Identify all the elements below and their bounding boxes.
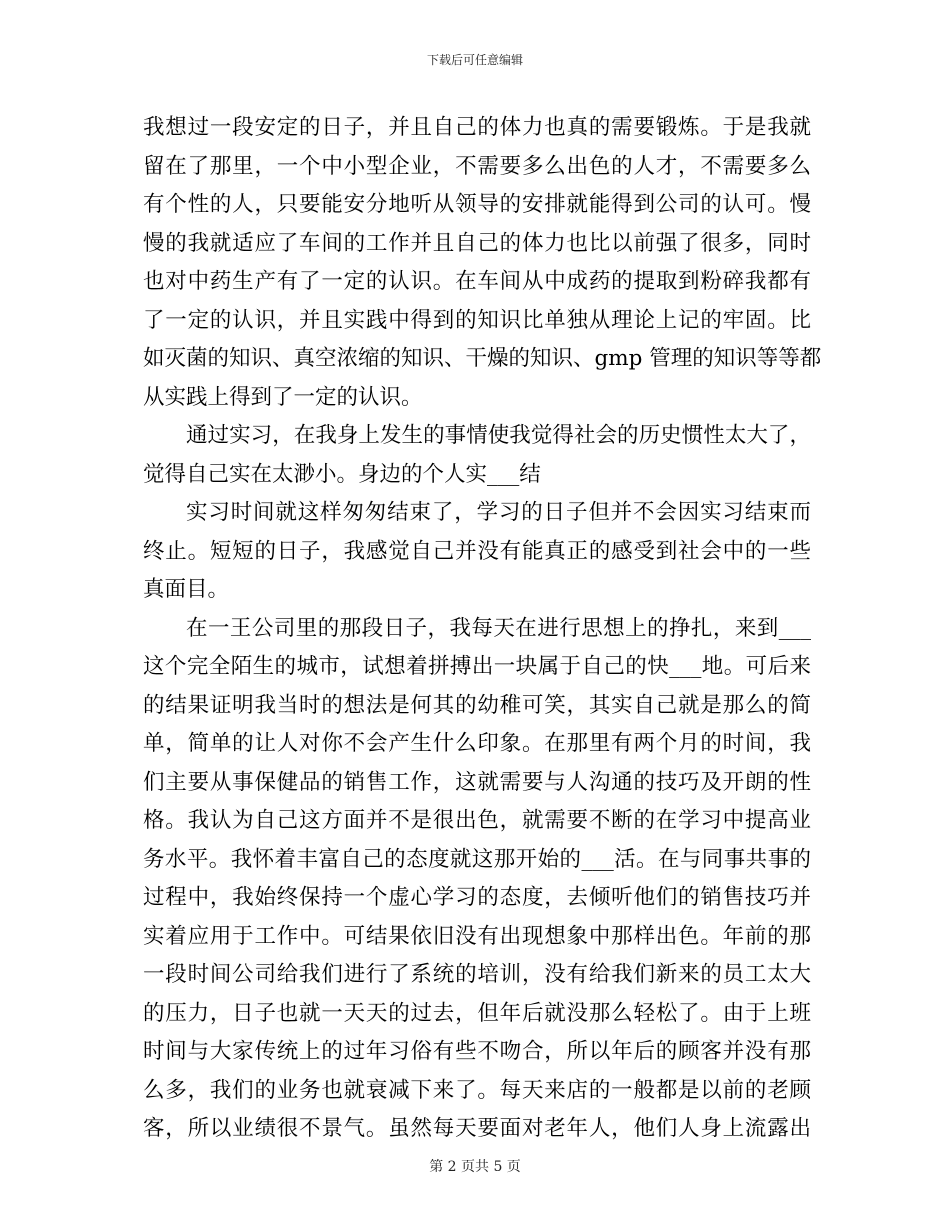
text-line: 了一定的认识，并且实践中得到的知识比单独从理论上记的牢固。比 <box>143 307 811 333</box>
page-header: 下载后可任意编辑 <box>426 53 523 67</box>
text-line: 有个性的人，只要能安分地听从领导的安排就能得到公司的认可。慢 <box>143 192 811 217</box>
text-line: 客，所以业绩很不景气。虽然每天要面对老年人，他们人身上流露出 <box>143 1116 811 1141</box>
text-line: 这个完全陌生的城市，试想着拼搏出一块属于自己的快___地。可后来 <box>143 654 811 679</box>
text-line: 时间与大家传统上的过年习俗有些不吻合，所以年后的顾客并没有那 <box>143 1039 811 1064</box>
text-line: 实习时间就这样匆匆结束了，学习的日子但并不会因实习结束而 <box>186 500 811 525</box>
text-line: 的结果证明我当时的想法是何其的幼稚可笑，其实自己就是那么的简 <box>143 692 811 718</box>
text-line: 觉得自己实在太渺小。身边的个人实___结 <box>143 461 541 487</box>
paragraph <box>143 109 822 417</box>
text-line: 从实践上得到了一定的认识。 <box>143 384 423 410</box>
text-line: 通过实习，在我身上发生的事情使我觉得社会的历史惯性太大了， <box>186 423 811 448</box>
text-line: 终止。短短的日子，我感觉自己并没有能真正的感受到社会中的一些 <box>143 538 811 564</box>
text-line: 留在了那里，一个中小型企业，不需要多么出色的人才，不需要多么 <box>143 153 811 179</box>
text-line: 实着应用于工作中。可结果依旧没有出现想象中那样出色。年前的那 <box>143 923 811 949</box>
text-line: 慢的我就适应了车间的工作并且自己的体力也比以前强了很多，同时 <box>143 230 811 256</box>
paragraph <box>143 610 811 1149</box>
text-line: 们主要从事保健品的销售工作，这就需要与人沟通的技巧及开朗的性 <box>143 769 811 795</box>
paragraph <box>143 417 811 494</box>
text-line: 一段时间公司给我们进行了系统的培训，没有给我们新来的员工太大 <box>143 962 811 987</box>
text-line: 么多，我们的业务也就衰减下来了。每天来店的一般都是以前的老顾 <box>143 1077 811 1103</box>
paragraph <box>143 494 811 610</box>
text-line: 如灭菌的知识、真空浓缩的知识、干燥的知识、gmp 管理的知识等等都 <box>143 346 822 371</box>
text-line: 在一王公司里的那段日子，我每天在进行思想上的挣扎，来到___ <box>186 615 811 641</box>
text-line: 的压力，日子也就一天天的过去，但年后就没那么轻松了。由于上班 <box>143 1000 811 1026</box>
text-line: 真面目。 <box>143 577 230 602</box>
text-line: 单，简单的让人对你不会产生什么印象。在那里有两个月的时间，我 <box>143 731 811 756</box>
text-line: 格。我认为自己这方面并不是很出色，就需要不断的在学习中提高业 <box>143 808 811 833</box>
text-line: 我想过一段安定的日子，并且自己的体力也真的需要锻炼。于是我就 <box>143 115 811 140</box>
document-body <box>143 109 822 1149</box>
text-line: 也对中药生产有了一定的认识。在车间从中成药的提取到粉碎我都有 <box>143 269 811 294</box>
page-footer: 第 2 页共 5 页 <box>429 1159 521 1175</box>
text-line: 务水平。我怀着丰富自己的态度就这那开始的___活。在与同事共事的 <box>143 846 811 872</box>
text-line: 过程中，我始终保持一个虚心学习的态度，去倾听他们的销售技巧并 <box>143 885 811 910</box>
